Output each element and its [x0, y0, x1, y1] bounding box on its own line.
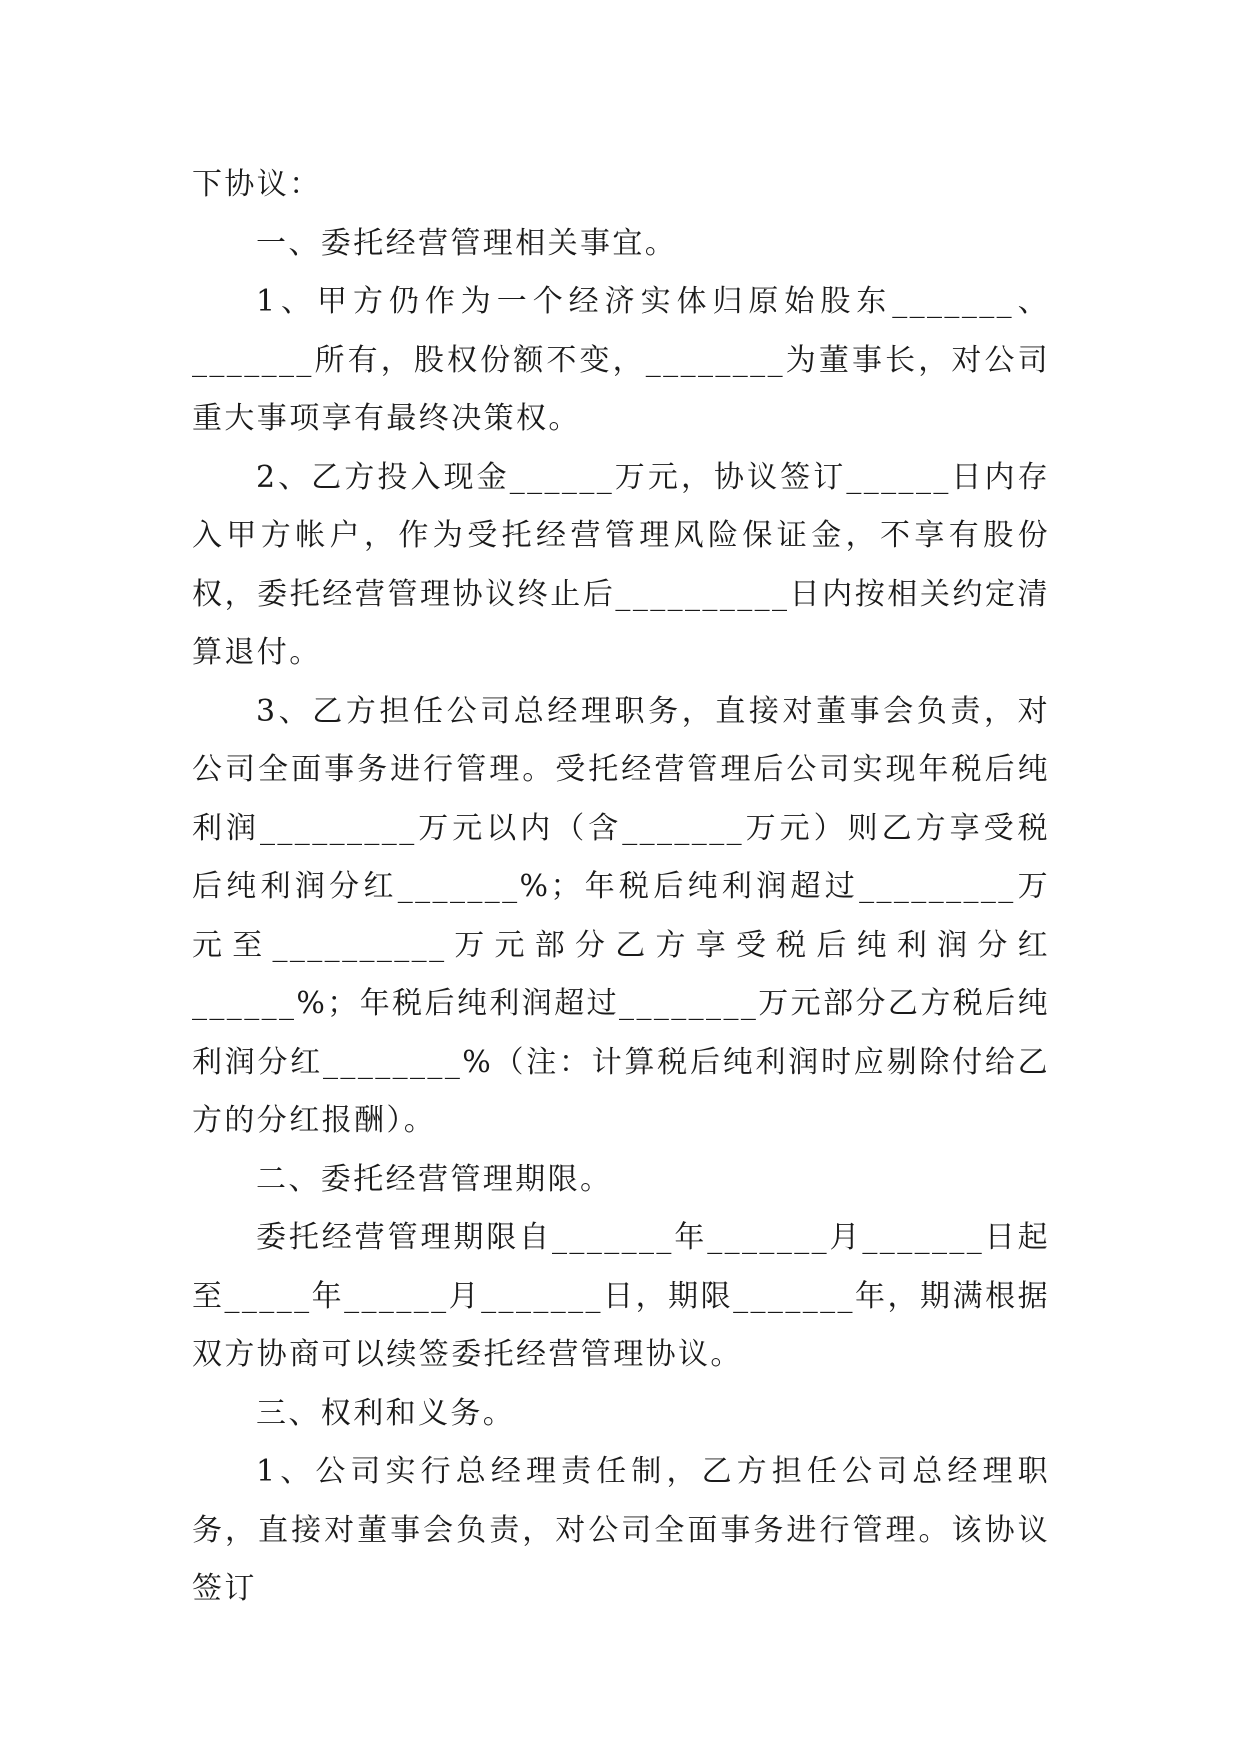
clause-1-1: 1、甲方仍作为一个经济实体归原始股东_______、_______所有，股权份额不变，________为董事长，对公司重大事项享有最终决策权。: [192, 284, 1050, 436]
section-1-heading: 一、委托经营管理相关事宜。: [256, 225, 678, 261]
clause-1-3: 3、乙方担任公司总经理职务，直接对董事会负责，对公司全面事务进行管理。受托经营管理后公司实现年税后纯利润_________万元以内（含_______万元）则乙方享受税后纯利润分红_______%；年税后纯利润超过_________万元至__________万元部分乙方享受税后纯利润分红______%；年税后纯利润超过________万元部分乙方税后纯利润分红________%（注：计算税后纯利润时应剔除付给乙方的分红报酬）。: [192, 693, 1050, 1138]
clause-3-1: 1、公司实行总经理责任制，乙方担任公司总经理职务，直接对董事会负责，对公司全面事务进行管理。该协议签订: [192, 1454, 1050, 1606]
document-body: [192, 156, 1050, 1619]
section-3-heading: 三、权利和义务。: [256, 1395, 516, 1431]
intro-line: 下协议：: [192, 167, 322, 202]
section-2-heading: 二、委托经营管理期限。: [256, 1161, 613, 1197]
clause-1-2: 2、乙方投入现金______万元，协议签订______日内存入甲方帐户，作为受托经营管理风险保证金，不享有股份权，委托经营管理协议终止后__________日内按相关约定清算退付。: [192, 459, 1050, 670]
term-paragraph: 委托经营管理期限自_______年_______月_______日起至_____年______月_______日，期限_______年，期满根据双方协商可以续签委托经营管理协议。: [192, 1220, 1050, 1372]
